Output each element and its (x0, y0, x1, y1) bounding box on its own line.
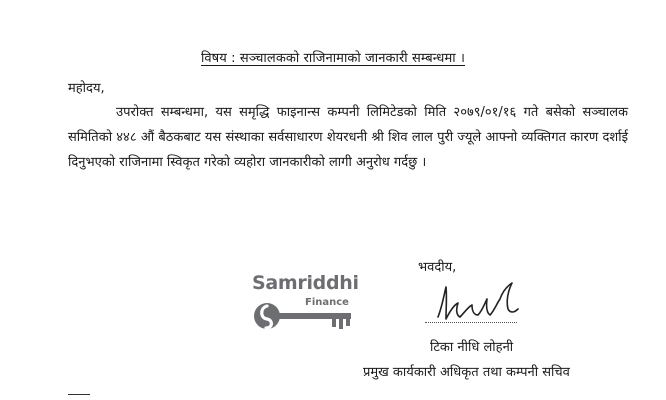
salutation: महोदय, (68, 81, 105, 96)
closing: भवदीय, (418, 260, 457, 275)
signer-name: टिका नीधि लोहनी (430, 340, 514, 355)
samriddhi-key-logo-icon (252, 300, 357, 332)
logo-wordmark: Samriddhi (252, 272, 359, 294)
subject-line (0, 48, 666, 66)
logo-subtitle: Finance (305, 297, 349, 308)
signer-title: प्रमुख कार्यकारी अधिकृत तथा कम्पनी सचिव (363, 365, 570, 380)
subject-text: विषय : सञ्चालकको राजिनामाको जानकारी सम्बन्धमा । (200, 51, 466, 66)
signature-icon (432, 277, 527, 325)
footer-divider (68, 394, 90, 395)
signature-dotted-line (425, 322, 517, 323)
letter-body: उपरोक्त सम्बन्धमा, यस समृद्धि फाइनान्स कम्पनी लिमिटेडको मिति २०७९/०१/१६ गते बसेको सञ्चालक समितिको ४४८ औं बैठकबाट यस संस्थाका सर्वसाधारण शेयरधनी श्री शिव लाल पुरी ज्यूले आफ्नो व्यक्तिगत कारण दर्शाई दिनुभएको राजिनामा स्विकृत गरेको व्यहोरा जानकारीको लागी अनुरोध गर्दछु । (68, 105, 628, 170)
